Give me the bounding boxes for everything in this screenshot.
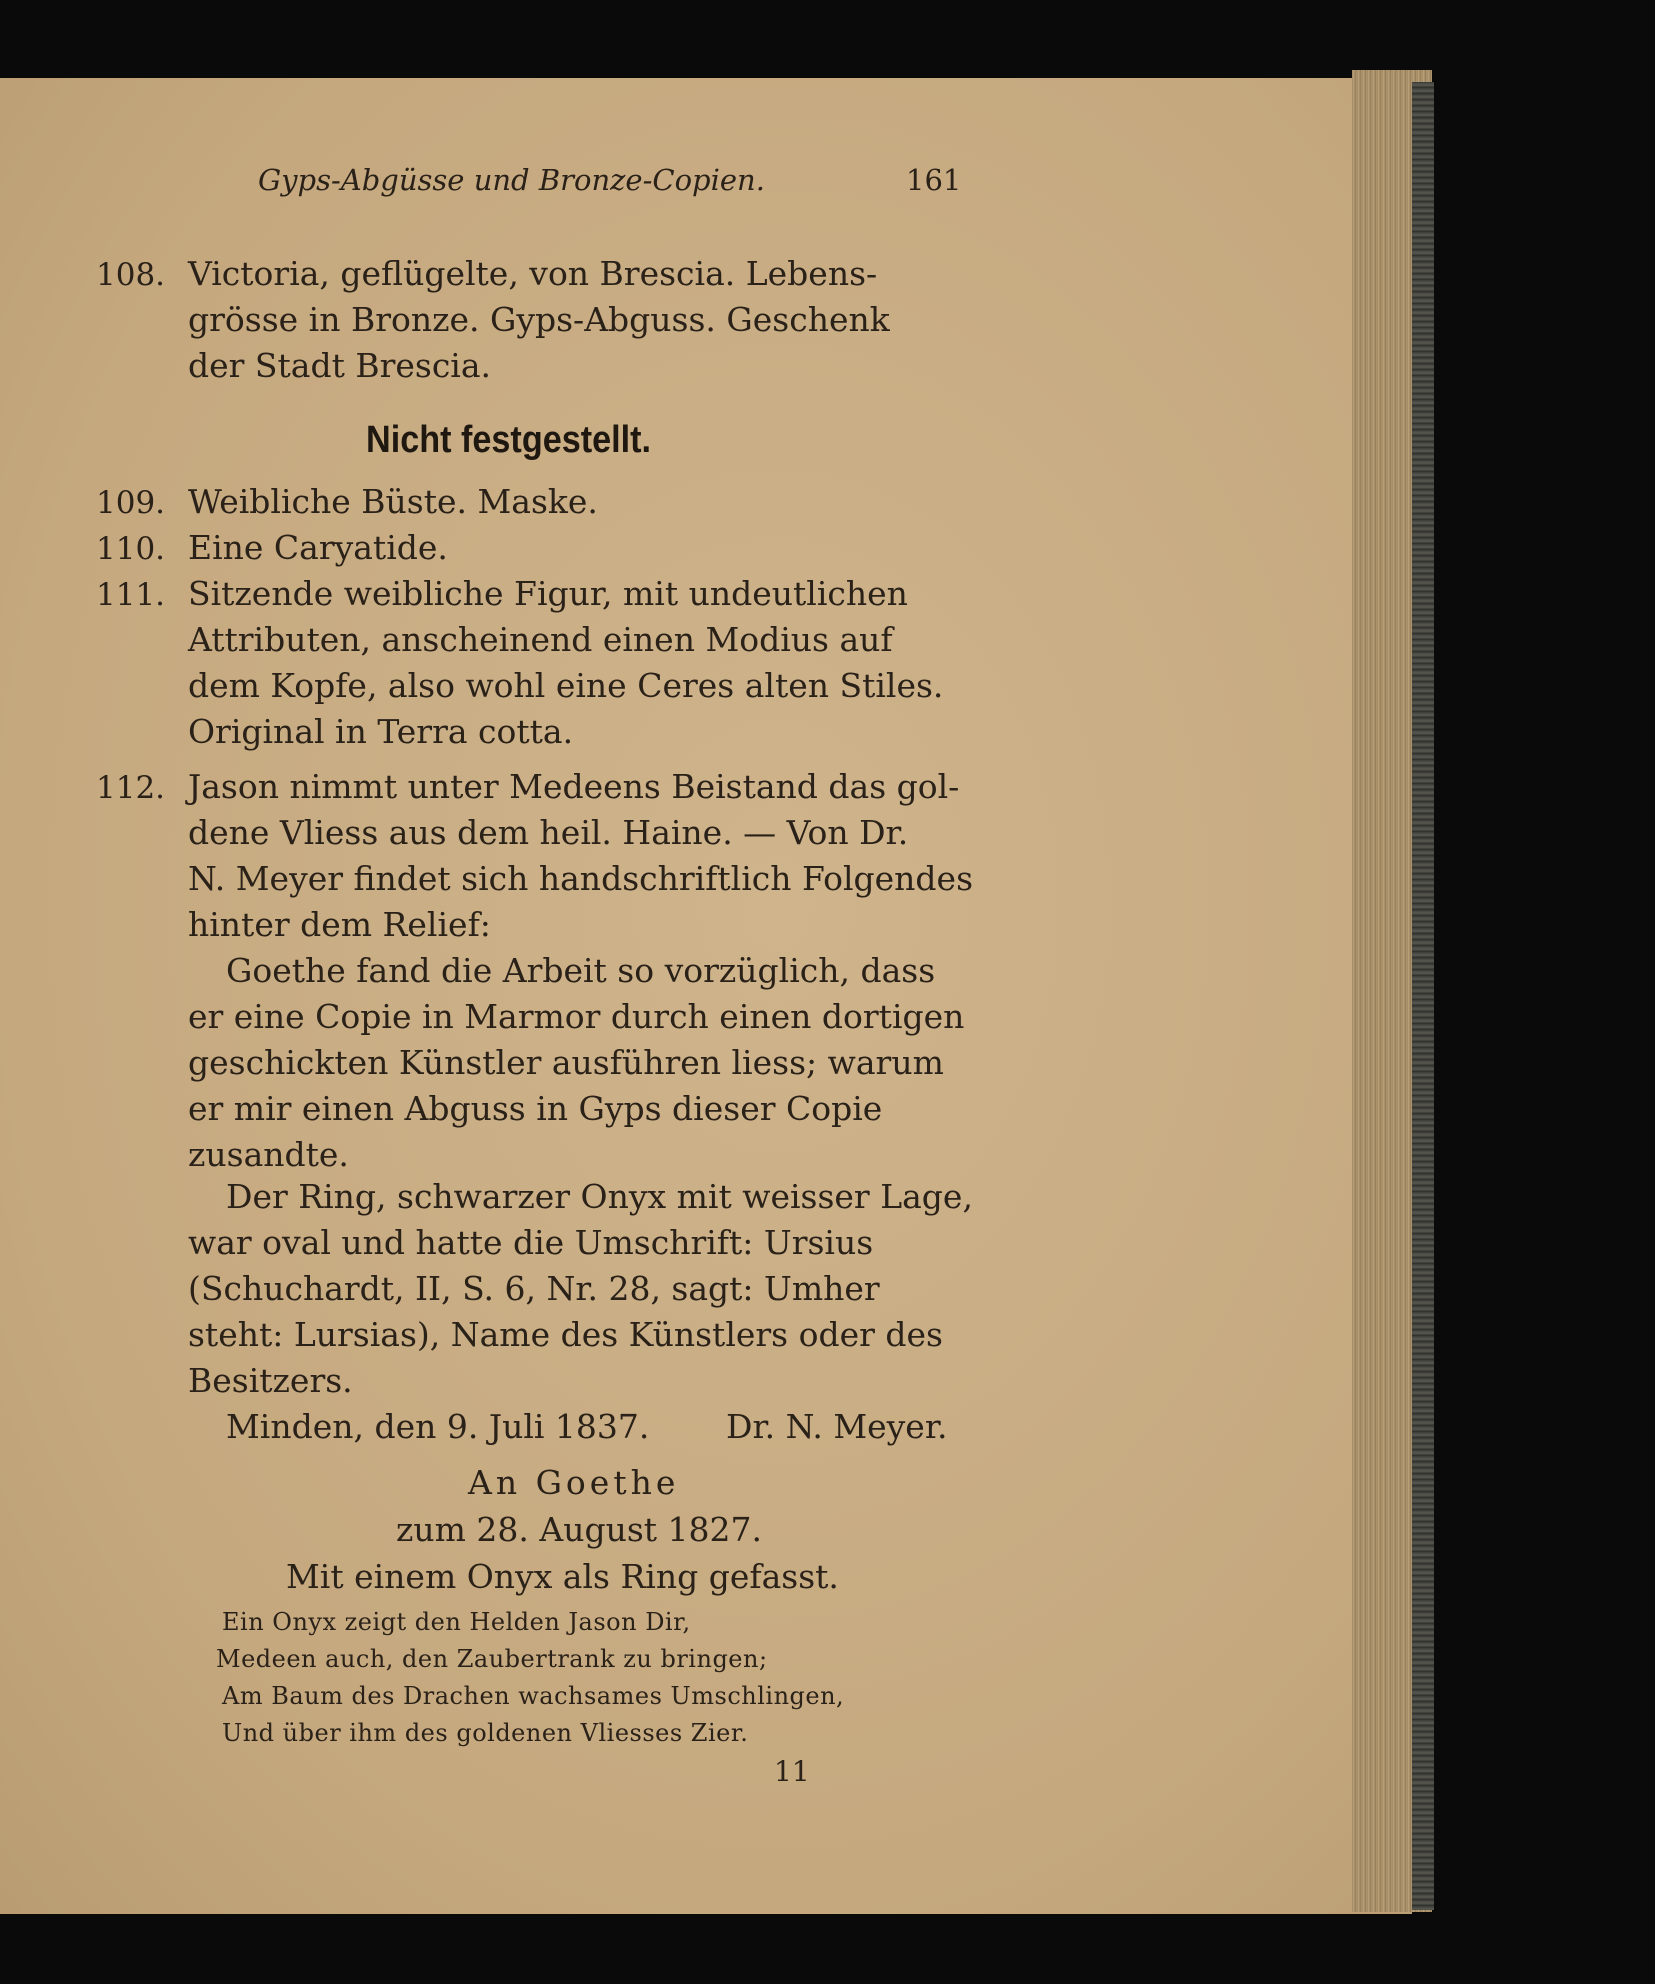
quote-line: Besitzers. (188, 1361, 353, 1400)
quote-line: war oval und hatte die Umschrift: Ursius (188, 1223, 874, 1262)
entry-line: hinter dem Relief: (188, 905, 491, 944)
quote-line: steht: Lursias), Name des Künstlers oder des (188, 1315, 943, 1354)
dedication-line: zum 28. August 1827. (396, 1510, 763, 1549)
signature-place-date: Minden, den 9. Juli 1837. (226, 1407, 650, 1446)
entry-number: 108. (96, 257, 166, 293)
entry-line: Weibliche Büste. Maske. (188, 482, 598, 521)
poem-line: Ein Onyx zeigt den Helden Jason Dir, (222, 1608, 691, 1636)
signature-mark: 11 (774, 1755, 810, 1788)
entry-line: der Stadt Brescia. (188, 346, 492, 385)
quote-line: Goethe fand die Arbeit so vorzüglich, dass (226, 951, 936, 990)
poem-line: Und über ihm des goldenen Vliesses Zier. (222, 1719, 749, 1747)
page-number: 161 (906, 163, 962, 197)
entry-line: grösse in Bronze. Gyps-Abguss. Geschenk (188, 300, 890, 339)
quote-line: geschickten Künstler ausführen liess; warum (188, 1043, 944, 1082)
cover-edge (1412, 82, 1434, 1910)
entry-number: 109. (96, 485, 166, 521)
entry-line: Attributen, anscheinend einen Modius auf (188, 620, 893, 659)
entry-line: dene Vliess aus dem heil. Haine. — Von Dr. (188, 813, 909, 852)
entry-line: Sitzende weibliche Figur, mit undeutlichen (188, 574, 908, 613)
quote-line: er eine Copie in Marmor durch einen dortigen (188, 997, 965, 1036)
running-header-title: Gyps-Abgüsse und Bronze-Copien. (258, 163, 765, 197)
entry-number: 112. (96, 770, 166, 806)
quote-line: Der Ring, schwarzer Onyx mit weisser Lage, (226, 1177, 973, 1216)
poem-line: Medeen auch, den Zaubertrank zu bringen; (216, 1645, 768, 1673)
entry-line: Original in Terra cotta. (188, 712, 574, 751)
quote-line: (Schuchardt, II, S. 6, Nr. 28, sagt: Umher (188, 1269, 880, 1308)
entry-number: 110. (96, 531, 166, 567)
dedication-line: Mit einem Onyx als Ring gefasst. (286, 1557, 839, 1596)
entry-line: dem Kopfe, also wohl eine Ceres alten Stiles. (188, 666, 944, 705)
entry-number: 111. (96, 577, 166, 613)
entry-line: N. Meyer findet sich handschriftlich Folgendes (188, 859, 974, 898)
entry-line: Eine Caryatide. (188, 528, 448, 567)
quote-line: zusandte. (188, 1135, 349, 1174)
quote-line: er mir einen Abguss in Gyps dieser Copie (188, 1089, 883, 1128)
signature-name: Dr. N. Meyer. (726, 1407, 948, 1446)
entry-line: Victoria, geflügelte, von Brescia. Lebens- (188, 254, 878, 293)
section-heading: Nicht festgestellt. (366, 419, 652, 461)
poem-line: Am Baum des Drachen wachsames Umschlingen, (222, 1682, 845, 1710)
entry-line: Jason nimmt unter Medeens Beistand das gol- (188, 767, 960, 806)
dedication-line: An Goethe (468, 1463, 680, 1502)
